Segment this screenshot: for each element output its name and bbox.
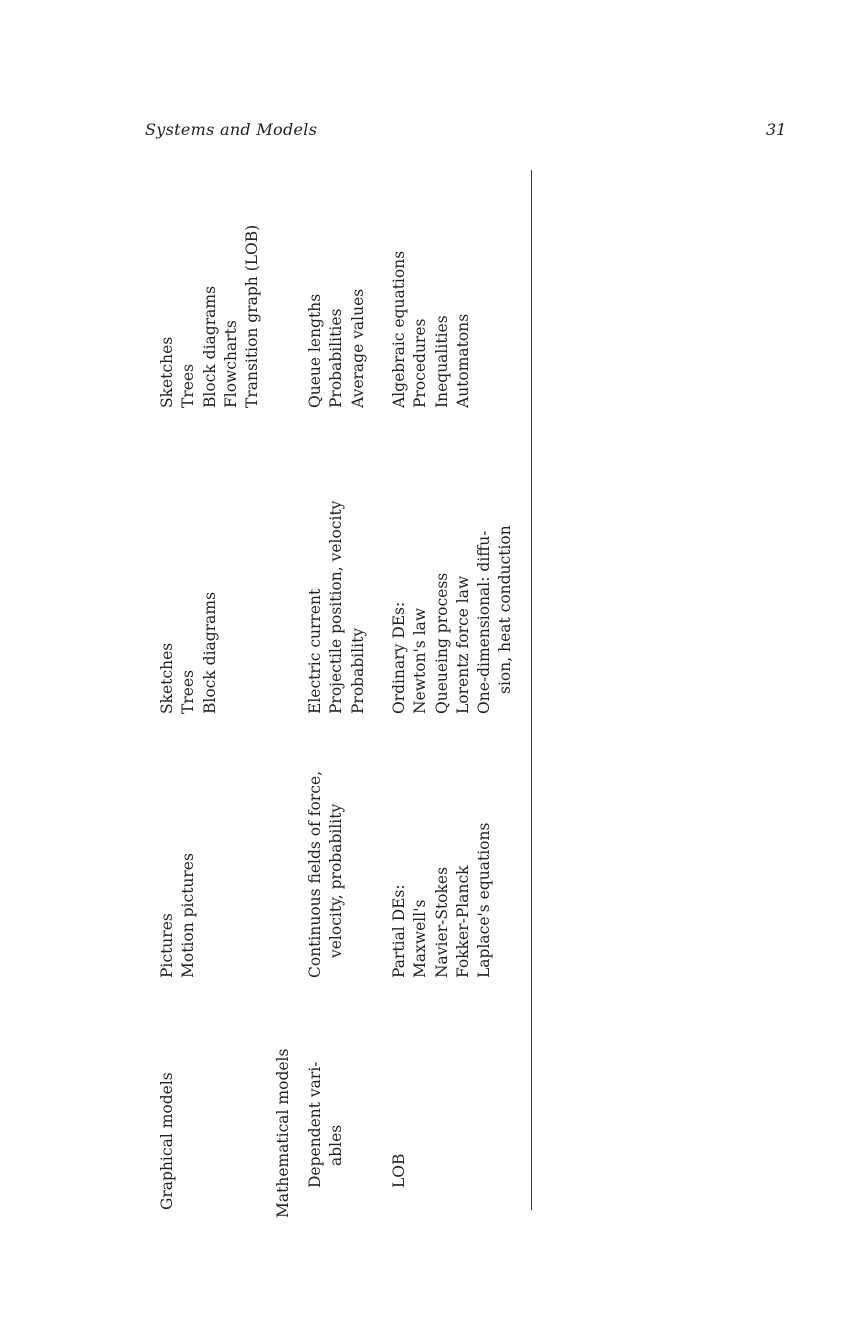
running-head: Systems and Models xyxy=(145,120,318,139)
dependent-col2 xyxy=(305,501,369,714)
cell-line: Maxwell's xyxy=(411,899,430,978)
dependent-variables-label: Dependent vari- xyxy=(306,1061,324,1188)
cell-line: Projectile position, velocity xyxy=(327,500,346,714)
lob-col2 xyxy=(389,525,517,714)
cell-line: Flowcharts xyxy=(221,320,240,408)
cell-line: sion, heat conduction xyxy=(496,525,515,694)
row-label-dependent-variables xyxy=(305,1061,348,1210)
cell-line: Electric current xyxy=(306,588,324,714)
cell-line: Partial DEs: xyxy=(390,884,408,978)
cell-line: Probability xyxy=(348,627,367,714)
cell-line: Probabilities xyxy=(327,308,346,408)
cell-line: Navier-Stokes xyxy=(432,866,451,978)
row-label-lob xyxy=(389,1154,410,1210)
graphical-col2 xyxy=(157,592,221,714)
cell-line: Queue lengths xyxy=(306,293,324,408)
section-mathematical-models xyxy=(273,1049,294,1218)
cell-line: Algebraic equations xyxy=(390,250,408,408)
dependent-col1 xyxy=(305,771,348,978)
cell-line: Trees xyxy=(179,363,198,408)
cell-line: Block diagrams xyxy=(200,285,219,408)
cell-line: Ordinary DEs: xyxy=(390,601,408,714)
cell-line: Automatons xyxy=(453,313,472,408)
lob-col1 xyxy=(389,823,495,978)
cell-line: Lorentz force law xyxy=(453,575,472,714)
cell-line: Laplace's equations xyxy=(475,822,494,978)
cell-line: Fokker-Planck xyxy=(453,865,472,978)
cell-line: Pictures xyxy=(158,913,176,978)
lob-col3 xyxy=(389,251,474,408)
cell-line: velocity, probability xyxy=(327,803,346,958)
cell-line: Sketches xyxy=(158,336,176,408)
cell-line: Transition graph (LOB) xyxy=(243,224,262,408)
cell-line: Trees xyxy=(179,669,198,714)
cell-line: Average values xyxy=(348,288,367,408)
models-table xyxy=(155,170,535,1218)
table-bottom-rule xyxy=(531,170,532,1210)
cell-line: Sketches xyxy=(158,642,176,714)
cell-line: Block diagrams xyxy=(200,591,219,714)
mathematical-models-label: Mathematical models xyxy=(274,1048,292,1218)
cell-line: One-dimensional: diffu- xyxy=(475,530,494,714)
dependent-col3 xyxy=(305,289,369,408)
cell-line: Procedures xyxy=(411,318,430,408)
cell-line: Motion pictures xyxy=(179,853,198,978)
cell-line: Continuous fields of force, xyxy=(306,770,324,978)
dependent-variables-label-cont: ables xyxy=(327,1124,346,1166)
lob-label: LOB xyxy=(390,1153,408,1188)
row-label-graphical-models xyxy=(157,1072,178,1210)
cell-line: Inequalities xyxy=(432,315,451,408)
graphical-models-label: Graphical models xyxy=(158,1072,176,1210)
cell-line: Newton's law xyxy=(411,607,430,714)
graphical-col1 xyxy=(157,853,200,978)
graphical-col3 xyxy=(157,225,263,408)
page-number: 31 xyxy=(766,120,787,139)
cell-line: Queueing process xyxy=(432,572,451,714)
